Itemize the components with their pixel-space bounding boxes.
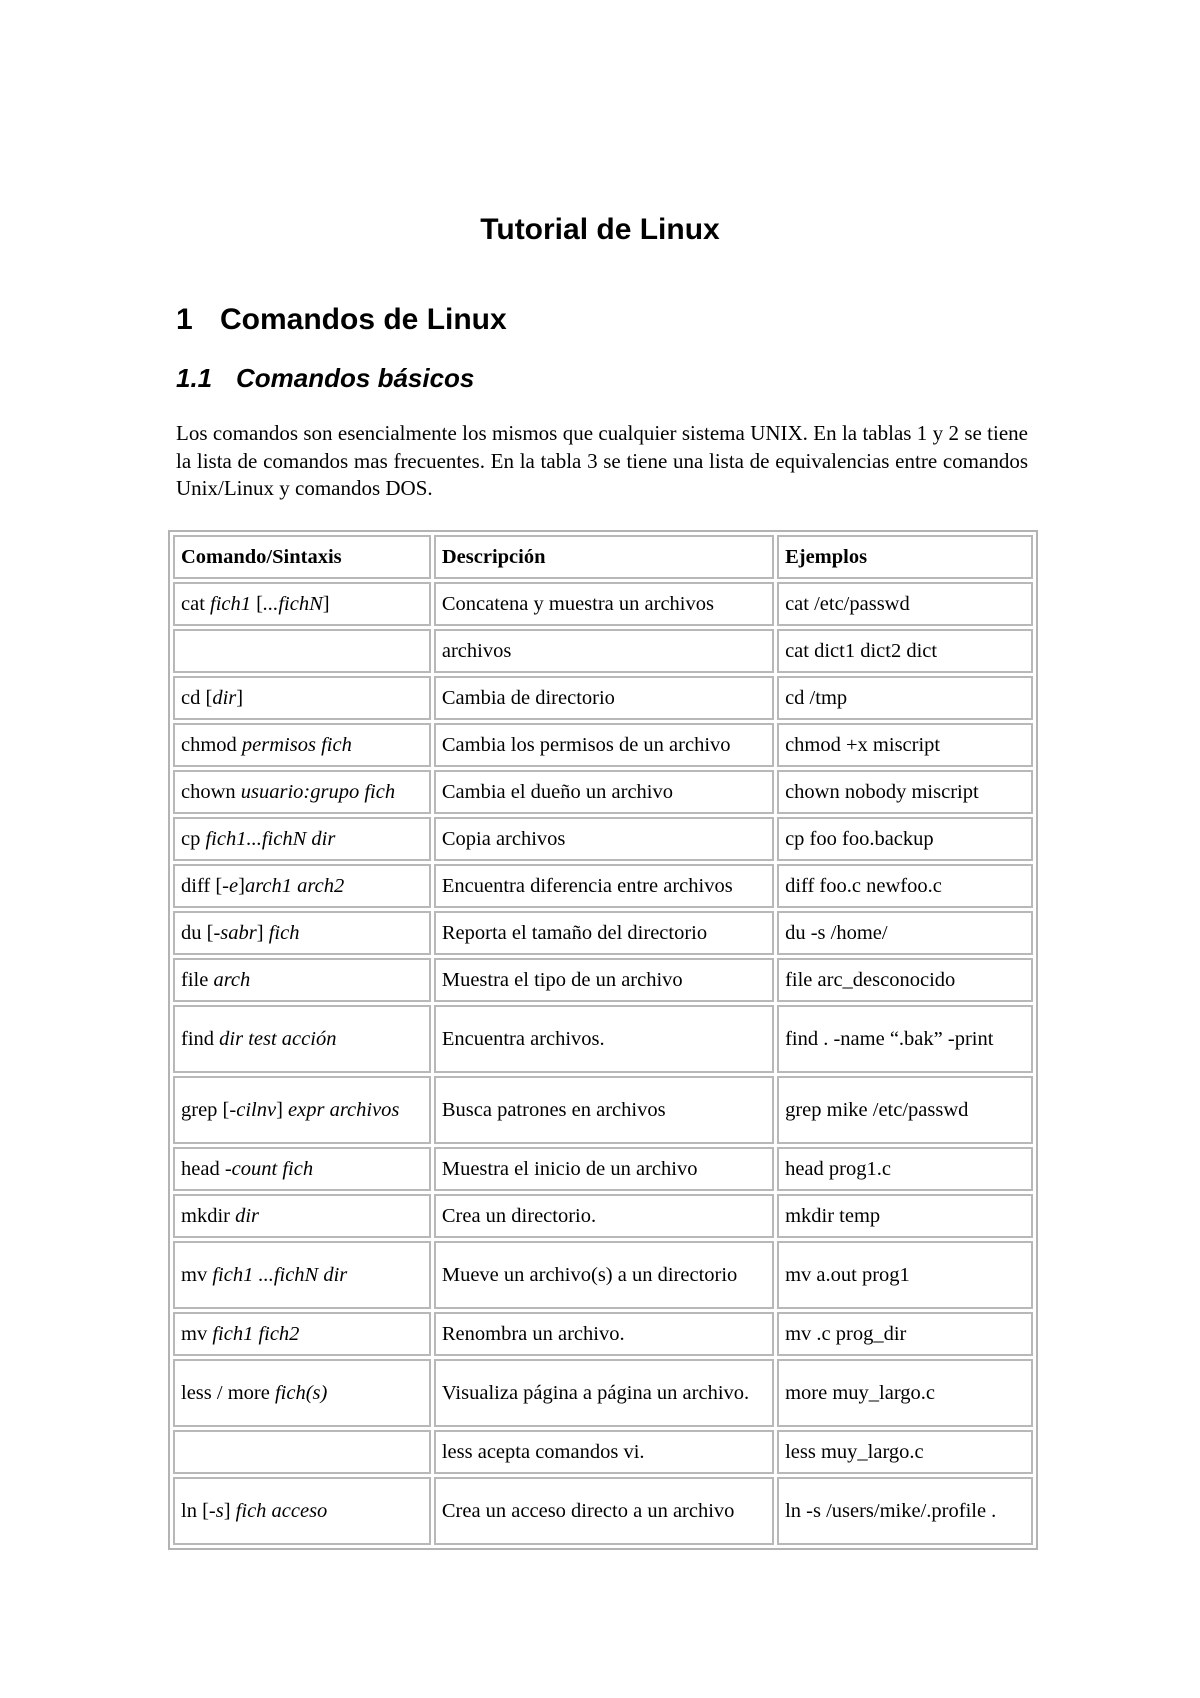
- syntax-argument: dir test acción: [219, 1028, 337, 1050]
- command-syntax-cell: [173, 1312, 431, 1356]
- syntax-argument: fich1...fichN dir: [205, 828, 336, 850]
- example-cell: head prog1.c: [777, 1147, 1033, 1191]
- section-heading: [176, 302, 507, 338]
- command-syntax-cell: [173, 723, 431, 767]
- syntax-command: ]: [276, 1099, 289, 1121]
- example-cell: ln -s /users/mike/.profile .: [777, 1477, 1033, 1545]
- example-cell: mkdir temp: [777, 1194, 1033, 1238]
- subsection-number: 1.1: [176, 363, 213, 393]
- description-cell: Renombra un archivo.: [434, 1312, 774, 1356]
- table-row: [173, 1147, 1033, 1191]
- command-syntax-cell: [173, 1477, 431, 1545]
- document-title: Tutorial de Linux: [480, 213, 720, 246]
- description-cell: Busca patrones en archivos: [434, 1076, 774, 1144]
- example-cell: chmod +x miscript: [777, 723, 1033, 767]
- description-cell: Copia archivos: [434, 817, 774, 861]
- syntax-command: cd [: [181, 687, 213, 709]
- section-number: 1: [176, 303, 193, 336]
- command-syntax-cell: [173, 1005, 431, 1073]
- description-cell: archivos: [434, 629, 774, 673]
- syntax-argument: ...fichN: [262, 593, 323, 615]
- description-cell: less acepta comandos vi.: [434, 1430, 774, 1474]
- example-cell: diff foo.c newfoo.c: [777, 864, 1033, 908]
- syntax-command: find: [181, 1028, 220, 1050]
- syntax-command: ]: [256, 922, 269, 944]
- description-cell: Crea un directorio.: [434, 1194, 774, 1238]
- table-row: [173, 1241, 1033, 1309]
- syntax-argument: arch: [213, 969, 251, 991]
- table-row: [173, 1076, 1033, 1144]
- syntax-argument: fich acceso: [235, 1500, 328, 1522]
- syntax-command: ]: [223, 1500, 236, 1522]
- table-row: [173, 864, 1033, 908]
- table-row: [173, 1430, 1033, 1474]
- example-cell: cat /etc/passwd: [777, 582, 1033, 626]
- example-cell: mv .c prog_dir: [777, 1312, 1033, 1356]
- syntax-command: cat: [181, 593, 211, 615]
- syntax-argument: e: [229, 875, 239, 897]
- command-syntax-cell: [173, 1076, 431, 1144]
- table-row: [173, 958, 1033, 1002]
- syntax-argument: arch1 arch2: [244, 875, 345, 897]
- syntax-command: cp: [181, 828, 206, 850]
- syntax-argument: dir: [235, 1205, 260, 1227]
- command-syntax-cell: [173, 629, 431, 673]
- header-cell-examples: Ejemplos: [777, 535, 1033, 579]
- example-cell: file arc_desconocido: [777, 958, 1033, 1002]
- example-cell: cat dict1 dict2 dict: [777, 629, 1033, 673]
- command-syntax-cell: [173, 817, 431, 861]
- example-cell: more muy_largo.c: [777, 1359, 1033, 1427]
- syntax-argument: s: [215, 1500, 224, 1522]
- description-cell: Crea un acceso directo a un archivo: [434, 1477, 774, 1545]
- syntax-argument: usuario:grupo fich: [240, 781, 396, 803]
- syntax-command: mv: [181, 1264, 213, 1286]
- syntax-command: mv: [181, 1323, 213, 1345]
- table-row: [173, 817, 1033, 861]
- description-cell: Cambia los permisos de un archivo: [434, 723, 774, 767]
- syntax-command: ]: [236, 687, 244, 709]
- command-syntax-cell: [173, 1430, 431, 1474]
- syntax-argument: fich(s): [274, 1382, 328, 1404]
- table-header-row: [173, 535, 1033, 579]
- description-cell: Encuentra archivos.: [434, 1005, 774, 1073]
- header-cell-description: Descripción: [434, 535, 774, 579]
- command-syntax-cell: [173, 770, 431, 814]
- command-syntax-cell: [173, 911, 431, 955]
- example-cell: less muy_largo.c: [777, 1430, 1033, 1474]
- syntax-argument: permisos fich: [241, 734, 352, 756]
- description-cell: Muestra el inicio de un archivo: [434, 1147, 774, 1191]
- syntax-argument: count fich: [231, 1158, 314, 1180]
- syntax-argument: fich1 ...fichN dir: [212, 1264, 348, 1286]
- syntax-argument: fich1 fich2: [212, 1323, 300, 1345]
- syntax-argument: fich: [268, 922, 300, 944]
- syntax-command: ln [-: [181, 1500, 216, 1522]
- example-cell: du -s /home/: [777, 911, 1033, 955]
- subsection-title: Comandos básicos: [236, 363, 475, 393]
- table-row: [173, 1194, 1033, 1238]
- syntax-argument: dir: [212, 687, 237, 709]
- example-cell: grep mike /etc/passwd: [777, 1076, 1033, 1144]
- table-row: [173, 1477, 1033, 1545]
- description-cell: Mueve un archivo(s) a un directorio: [434, 1241, 774, 1309]
- command-syntax-cell: [173, 864, 431, 908]
- syntax-command: ]: [322, 593, 330, 615]
- syntax-command: diff [-: [181, 875, 230, 897]
- description-cell: Reporta el tamaño del directorio: [434, 911, 774, 955]
- example-cell: find . -name “.bak” -print: [777, 1005, 1033, 1073]
- command-syntax-cell: [173, 676, 431, 720]
- command-syntax-cell: [173, 1241, 431, 1309]
- table-row: [173, 723, 1033, 767]
- syntax-command: mkdir: [181, 1205, 236, 1227]
- command-syntax-cell: [173, 582, 431, 626]
- command-syntax-cell: [173, 1194, 431, 1238]
- syntax-argument: sabr: [220, 922, 257, 944]
- table-row: [173, 1312, 1033, 1356]
- command-syntax-cell: [173, 958, 431, 1002]
- subsection-heading: [176, 362, 474, 394]
- example-cell: cd /tmp: [777, 676, 1033, 720]
- syntax-command: less / more: [181, 1382, 275, 1404]
- table-row: [173, 676, 1033, 720]
- syntax-command: grep [-: [181, 1099, 237, 1121]
- example-cell: cp foo foo.backup: [777, 817, 1033, 861]
- description-cell: Encuentra diferencia entre archivos: [434, 864, 774, 908]
- syntax-argument: fich1: [210, 593, 252, 615]
- syntax-command: head -: [181, 1158, 232, 1180]
- table-row: [173, 911, 1033, 955]
- description-cell: Muestra el tipo de un archivo: [434, 958, 774, 1002]
- syntax-command: chown: [181, 781, 241, 803]
- example-cell: mv a.out prog1: [777, 1241, 1033, 1309]
- syntax-command: du [-: [181, 922, 221, 944]
- commands-table: [168, 530, 1038, 1550]
- section-title: Comandos de Linux: [220, 303, 507, 336]
- syntax-command: [: [251, 593, 263, 615]
- description-cell: Cambia de directorio: [434, 676, 774, 720]
- description-cell: Concatena y muestra un archivos: [434, 582, 774, 626]
- description-cell: Cambia el dueño un archivo: [434, 770, 774, 814]
- header-cell-command: Comando/Sintaxis: [173, 535, 431, 579]
- syntax-command: chmod: [181, 734, 242, 756]
- description-cell: Visualiza página a página un archivo.: [434, 1359, 774, 1427]
- example-cell: chown nobody miscript: [777, 770, 1033, 814]
- syntax-argument: cilnv: [236, 1099, 277, 1121]
- table-row: [173, 1005, 1033, 1073]
- command-syntax-cell: [173, 1147, 431, 1191]
- table-row: [173, 1359, 1033, 1427]
- command-syntax-cell: [173, 1359, 431, 1427]
- intro-paragraph: Los comandos son esencialmente los mismos que cualquier sistema UNIX. En la tablas 1 y 2 se tiene la lista de comandos mas frecuentes. En la tabla 3 se tiene una lista de equivalencias entre comandos Unix/Linux y comandos DOS.: [176, 421, 1028, 500]
- table-row: [173, 629, 1033, 673]
- syntax-command: file: [181, 969, 214, 991]
- table-row: [173, 582, 1033, 626]
- syntax-command: ]: [238, 875, 245, 897]
- syntax-argument: expr archivos: [288, 1099, 400, 1121]
- table-row: [173, 770, 1033, 814]
